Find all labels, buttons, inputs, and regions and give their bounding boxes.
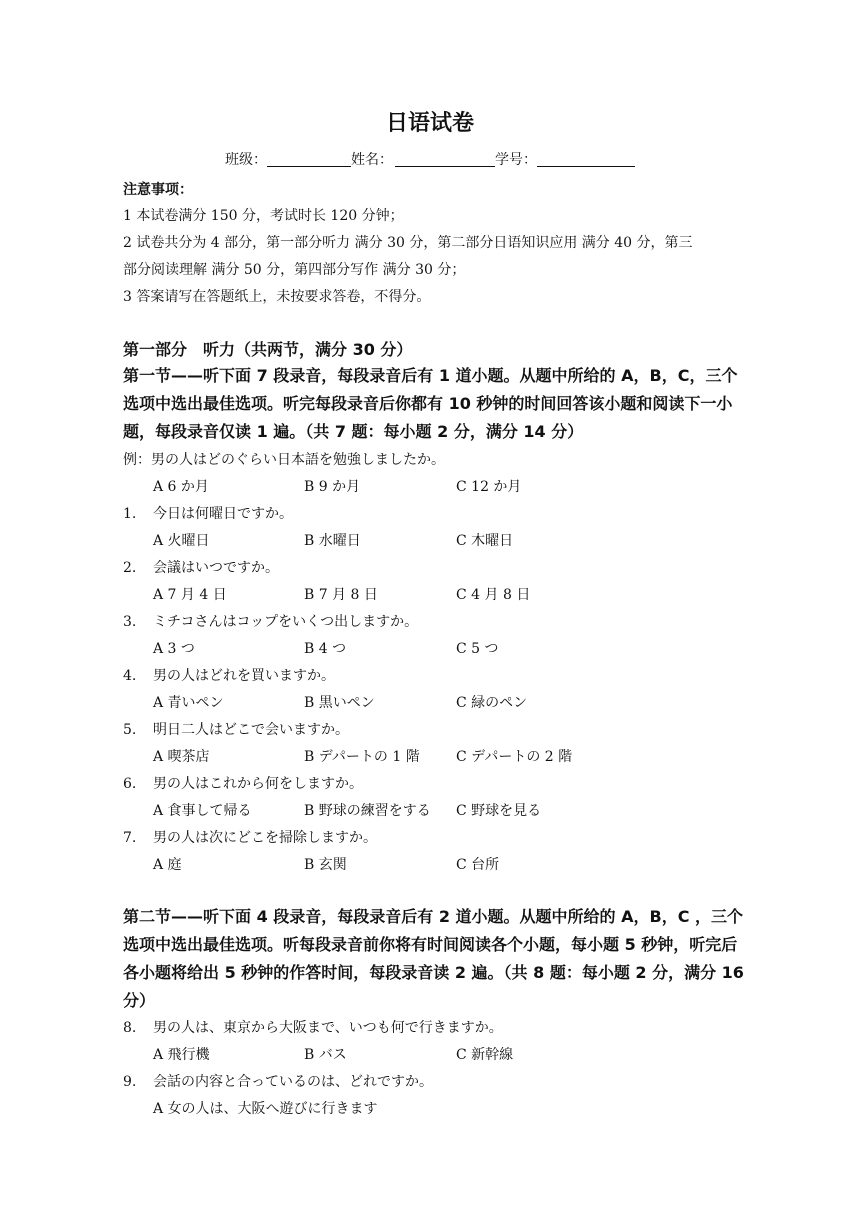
option-a: A 食事して帰る xyxy=(153,803,252,819)
option-c: C 木曜日 xyxy=(456,533,514,549)
question-number: 3. xyxy=(123,614,137,630)
question-number: 1. xyxy=(123,506,137,522)
question-8 xyxy=(123,1017,503,1037)
question-text: 今日は何曜日ですか。 xyxy=(153,506,293,522)
option-a: A 青いペン xyxy=(153,695,224,711)
id-label: 学号： xyxy=(495,152,537,168)
example-question: 例：男の人はどのぐらい日本語を勉強しましたか。 xyxy=(123,452,445,468)
question-number: 2. xyxy=(123,560,137,576)
question-3 xyxy=(123,611,418,631)
option-c: C 台所 xyxy=(456,857,500,873)
option-c: C 新幹線 xyxy=(456,1047,514,1063)
question-text: 男の人はどれを買いますか。 xyxy=(153,668,335,684)
option-c: C 4 月 8 日 xyxy=(456,587,531,603)
option-b: B 9 か月 xyxy=(304,479,361,495)
question-6 xyxy=(123,773,363,793)
notice-line-3: 3 答案请写在答题纸上，未按要求答卷，不得分。 xyxy=(123,289,431,305)
option-a: A 6 か月 xyxy=(153,479,209,495)
notice-line-2b: 部分阅读理解 满分 50 分，第四部分写作 满分 30 分； xyxy=(123,262,466,278)
question-text: 明日二人はどこで会いますか。 xyxy=(153,722,349,738)
question-9 xyxy=(123,1071,433,1091)
question-number: 8. xyxy=(123,1020,137,1036)
page-title: 日语试卷 xyxy=(385,111,474,136)
question-text: ミチコさんはコップをいくつ出しますか。 xyxy=(153,614,419,630)
question-number: 9. xyxy=(123,1074,137,1090)
option-c: C 野球を見る xyxy=(456,803,542,819)
class-field[interactable] xyxy=(267,152,351,167)
option-b: B 玄関 xyxy=(304,857,347,873)
section1-instructions: 第一节——听下面 7 段录音，每段录音后有 1 道小题。从题中所给的 A，B，C，三个选项中选出最佳选项。听完每段录音后你都有 10 秒钟的时间回答该小题和阅读下一小题，每段录音仅读 1 遍。（共 7 题：每小题 2 分，满分 14 分） xyxy=(123,366,738,441)
option-a: A 庭 xyxy=(153,857,182,873)
question-number: 7. xyxy=(123,830,137,846)
question-number: 4. xyxy=(123,668,137,684)
question-number: 5. xyxy=(123,722,137,738)
option-c: C 緑のペン xyxy=(456,695,528,711)
option-a: A 7 月 4 日 xyxy=(153,587,227,603)
option-b: B 7 月 8 日 xyxy=(304,587,378,603)
option-b: B バス xyxy=(304,1047,347,1063)
question-text: 男の人は、東京から大阪まで、いつも何で行きますか。 xyxy=(153,1020,503,1036)
question-4 xyxy=(123,665,335,685)
student-info-line xyxy=(0,149,860,169)
question-1 xyxy=(123,503,293,523)
option-b: B 水曜日 xyxy=(304,533,361,549)
student-id-field[interactable] xyxy=(537,152,635,167)
option-c: C 5 つ xyxy=(456,641,499,657)
question-number: 6. xyxy=(123,776,137,792)
question-text: 男の人はこれから何をしますか。 xyxy=(153,776,363,792)
notice-line-1: 1 本试卷满分 150 分，考试时长 120 分钟； xyxy=(123,208,404,224)
question-text: 会議はいつですか。 xyxy=(153,560,279,576)
class-label: 班级： xyxy=(225,152,267,168)
question-text: 会話の内容と合っているのは、どれですか。 xyxy=(153,1074,433,1090)
name-field[interactable] xyxy=(395,152,495,167)
part1-title: 第一部分 听力（共两节，满分 30 分） xyxy=(123,340,413,359)
option-b: B デパートの 1 階 xyxy=(304,749,420,765)
question-2 xyxy=(123,557,279,577)
option-c: C デパートの 2 階 xyxy=(456,749,573,765)
question-7 xyxy=(123,827,377,847)
notice-title: 注意事项： xyxy=(123,182,193,198)
section2-instructions: 第二节——听下面 4 段录音，每段录音后有 2 道小题。从题中所给的 A，B，C ，三个选项中选出最佳选项。听每段录音前你将有时间阅读各个小题，每小题 5 秒钟，听完后各小题将给出 5 秒钟的作答时间，每段录音读 2 遍。（共 8 题：每小题 2 分，满分 16 分） xyxy=(123,907,744,1010)
name-label: 姓名： xyxy=(351,152,393,168)
option-a: A 喫茶店 xyxy=(153,749,210,765)
option-a: A 火曜日 xyxy=(153,533,210,549)
option-a: A 3 つ xyxy=(153,641,195,657)
option-a: A 飛行機 xyxy=(153,1047,210,1063)
option-b: B 野球の練習をする xyxy=(304,803,431,819)
option-a: A 女の人は、大阪へ遊びに行きます xyxy=(153,1101,378,1117)
notice-line-2a: 2 试卷共分为 4 部分，第一部分听力 满分 30 分，第二部分日语知识应用 满分 40 分，第三 xyxy=(123,235,693,251)
option-b: B 4 つ xyxy=(304,641,347,657)
option-b: B 黒いペン xyxy=(304,695,375,711)
question-5 xyxy=(123,719,349,739)
question-text: 男の人は次にどこを掃除しますか。 xyxy=(153,830,377,846)
option-c: C 12 か月 xyxy=(456,479,522,495)
